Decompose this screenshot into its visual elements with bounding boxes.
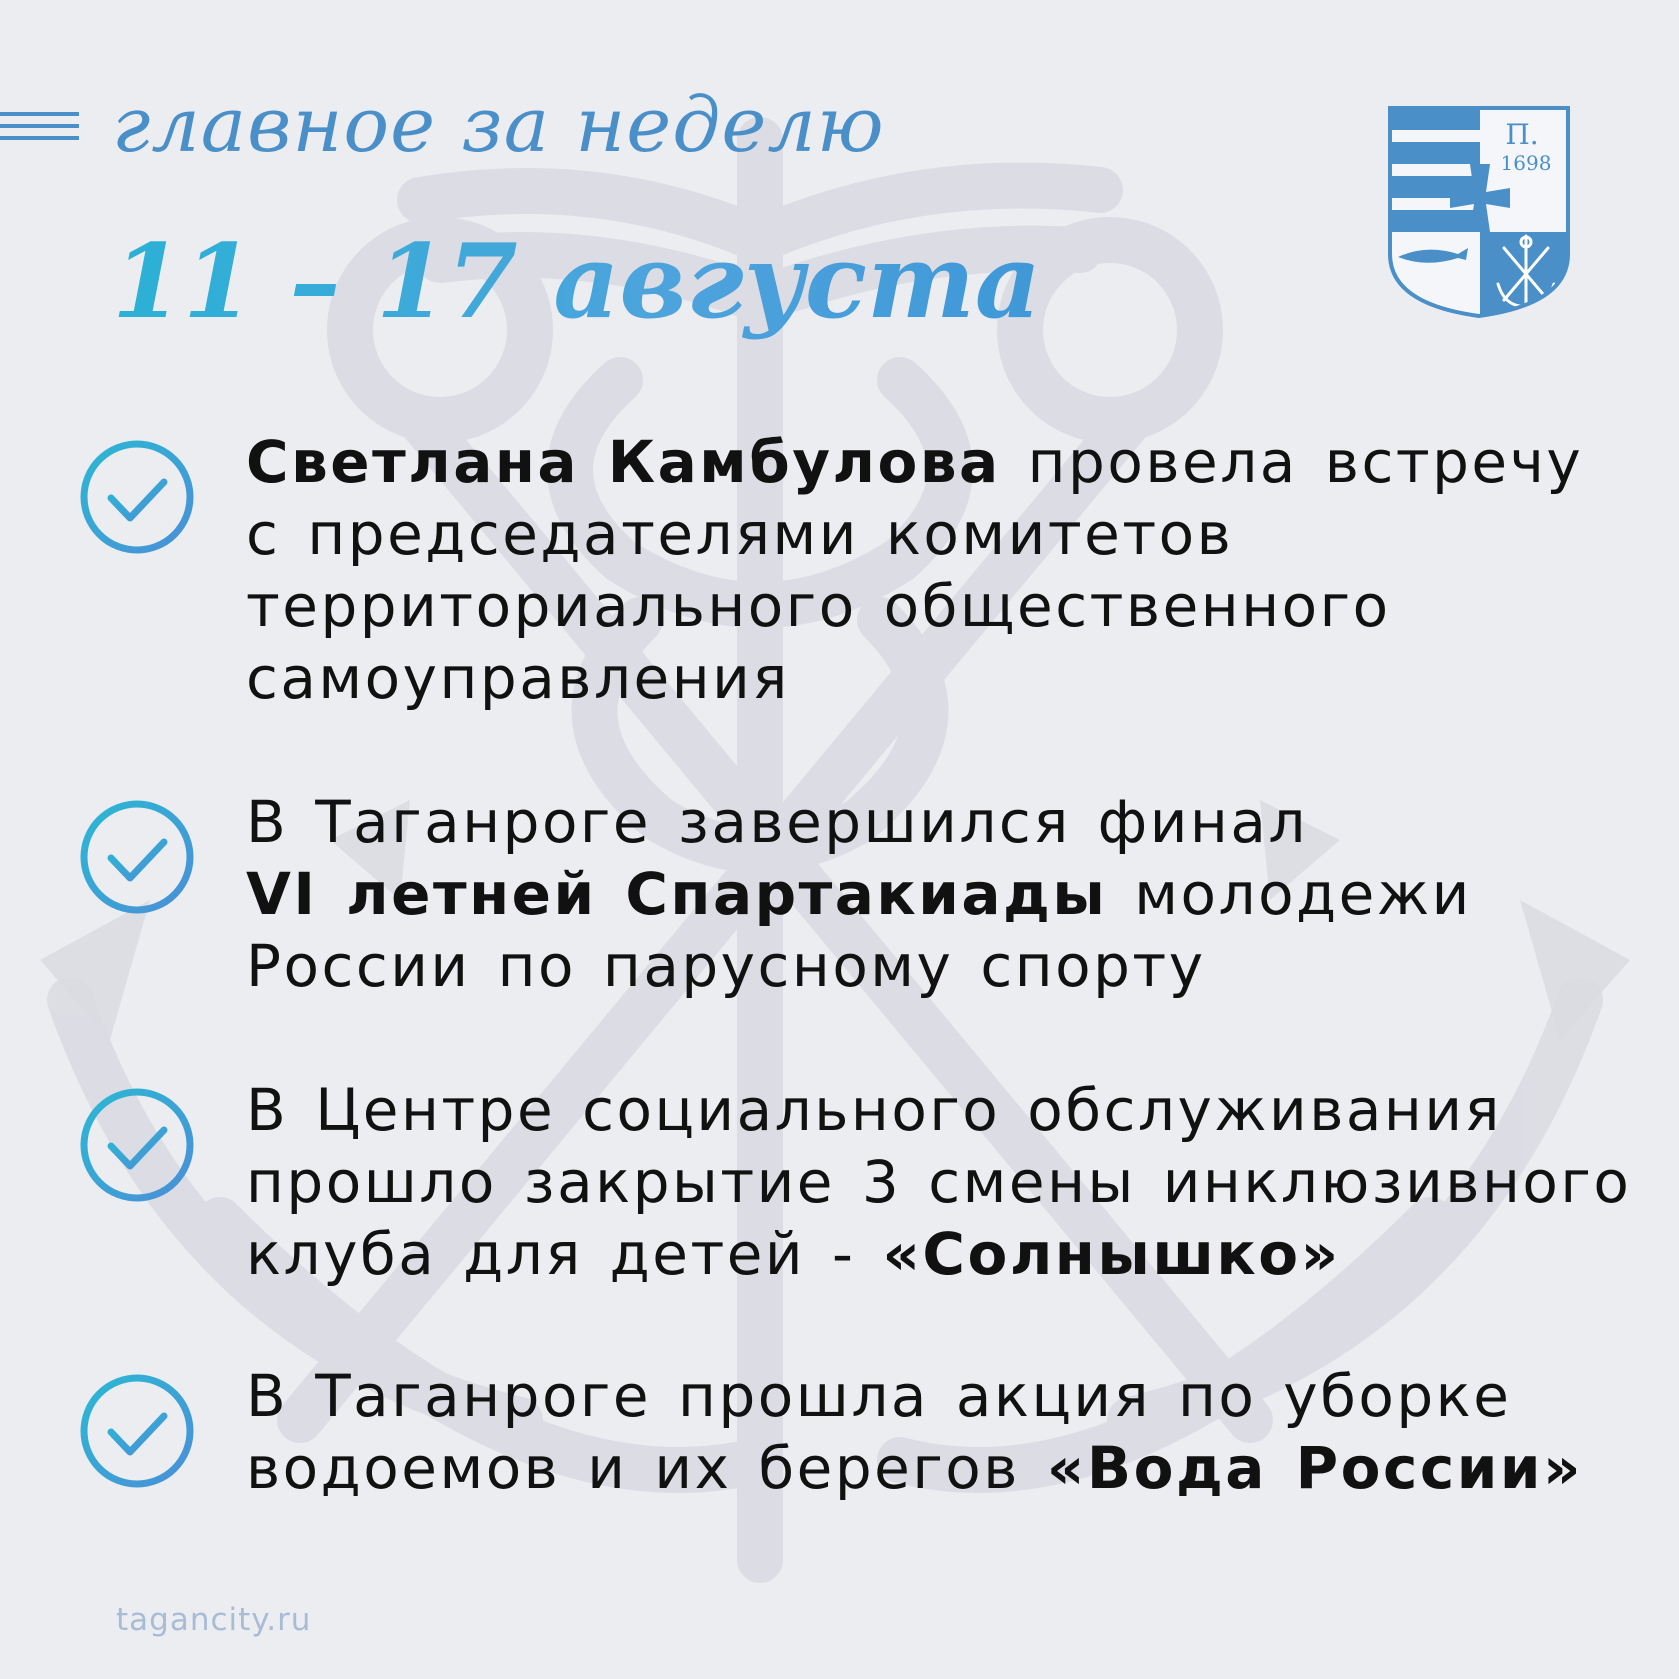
news-text: водоемов и их берегов [246,1434,1047,1502]
check-circle-icon [78,438,196,556]
news-line [246,858,1606,930]
news-text: клуба для детей - [246,1220,883,1288]
news-item-text [246,1074,1632,1290]
check-circle-icon [78,1086,196,1204]
news-text: В Центре социального обслуживания [246,1076,1502,1144]
news-line [246,570,1606,642]
news-line [246,1432,1606,1504]
menu-lines-icon [0,112,80,150]
date-range-title: 11 – 17 августа [112,222,1042,342]
news-text: с председателями комитетов [246,500,1234,568]
crest-year: 1698 [1500,151,1552,175]
news-text: России по парусному спорту [246,932,1206,1000]
news-line [246,930,1606,1002]
news-item-text [246,1360,1606,1504]
news-bold-text: «Вода России» [1046,1434,1583,1502]
news-line [246,1360,1606,1432]
news-text: молодежи [1107,860,1472,928]
news-line [246,786,1606,858]
news-text: В Таганроге прошла акция по уборке [246,1362,1512,1430]
check-circle-icon [78,798,196,916]
crest-letters: П. [1505,118,1539,151]
news-line [246,1146,1632,1218]
news-text: территориального общественного [246,572,1391,640]
news-bold-text: VI летней Спартакиады [246,860,1108,928]
news-item-text [246,786,1606,1002]
news-text: В Таганроге завершился финал [246,788,1308,856]
news-text: прошло закрытие 3 смены инклюзивного [246,1148,1632,1216]
news-line [246,1074,1606,1146]
news-line [246,1218,1606,1290]
news-text: провела встречу [1000,428,1584,496]
news-line [246,498,1606,570]
site-link[interactable]: tagancity.ru [116,1602,312,1638]
news-item-text [246,426,1606,714]
news-line [246,642,1606,714]
news-bold-text: Светлана Камбулова [246,428,1001,496]
check-circle-icon [78,1372,196,1490]
news-text: самоуправления [246,644,790,712]
news-line [246,426,1606,498]
news-bold-text: «Солнышко» [882,1220,1341,1288]
city-crest-icon [1386,104,1572,320]
page-subtitle: главное за неделю [112,80,885,169]
